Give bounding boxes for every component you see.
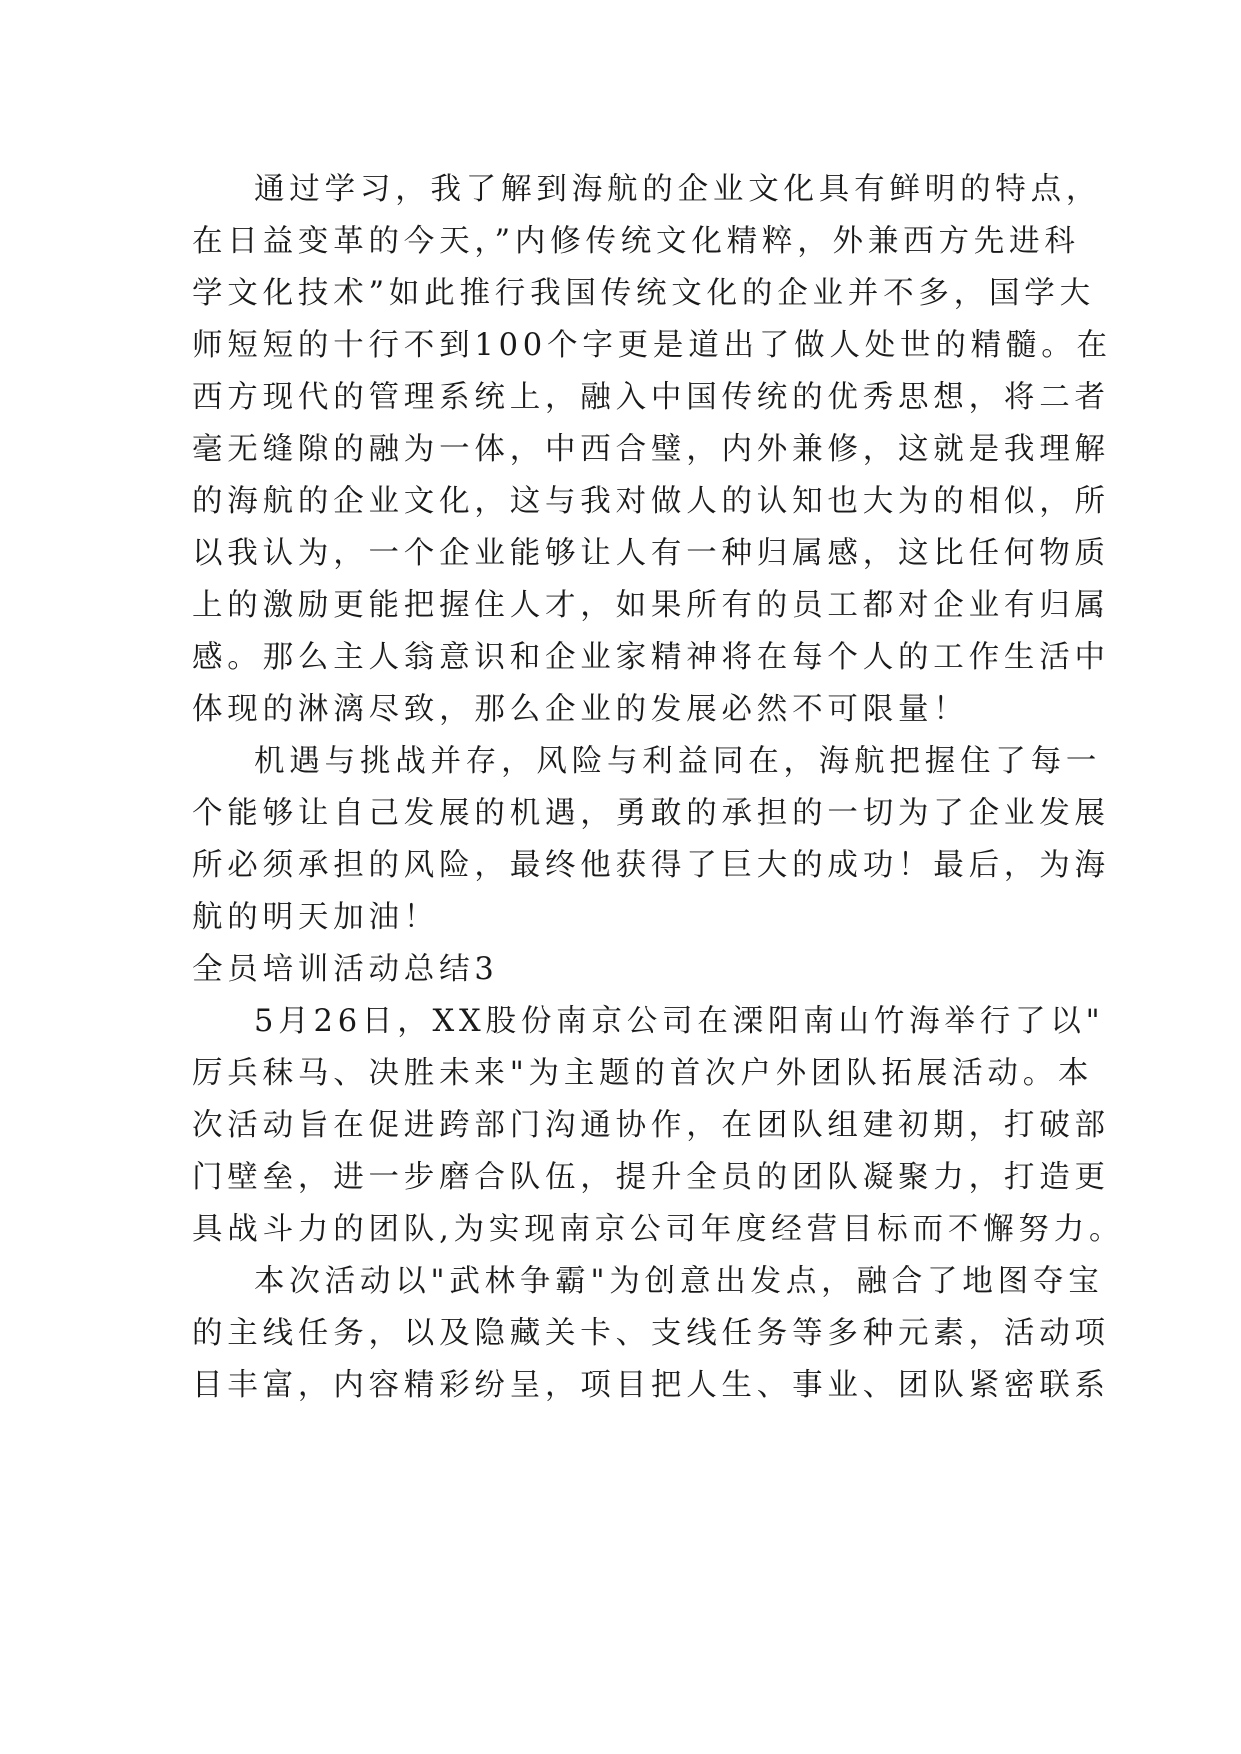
paragraph-3-line-4: 门壁垒，进一步磨合队伍，提升全员的团队凝聚力，打造更 <box>192 1160 1110 1195</box>
paragraph-1-line-10: 感。那么主人翁意识和企业家精神将在每个人的工作生活中 <box>192 640 1110 675</box>
paragraph-3-line-5: 具战斗力的团队,为实现南京公司年度经营目标而不懈努力。 <box>192 1212 1125 1247</box>
paragraph-2-line-4: 航的明天加油！ <box>192 900 440 935</box>
paragraph-1-line-1: 通过学习，我了解到海航的企业文化具有鲜明的特点， <box>254 172 1102 207</box>
paragraph-1-line-2: 在日益变革的今天，”内修传统文化精粹，外兼西方先进科 <box>192 224 1080 259</box>
section-heading: 全员培训活动总结3 <box>192 952 499 987</box>
paragraph-1-line-6: 毫无缝隙的融为一体，中西合璧，内外兼修，这就是我理解 <box>192 432 1110 467</box>
paragraph-3-line-3: 次活动旨在促进跨部门沟通协作，在团队组建初期，打破部 <box>192 1108 1110 1143</box>
paragraph-1-line-11: 体现的淋漓尽致，那么企业的发展必然不可限量！ <box>192 692 969 727</box>
paragraph-1-line-9: 上的激励更能把握住人才，如果所有的员工都对企业有归属 <box>192 588 1110 623</box>
paragraph-4-line-3: 目丰富，内容精彩纷呈，项目把人生、事业、团队紧密联系 <box>192 1368 1110 1403</box>
paragraph-3-line-2: 厉兵秣马、决胜未来"为主题的首次户外团队拓展活动。本 <box>192 1056 1094 1091</box>
paragraph-1-line-7: 的海航的企业文化，这与我对做人的认知也大为的相似，所 <box>192 484 1110 519</box>
paragraph-2-line-3: 所必须承担的风险，最终他获得了巨大的成功！最后，为海 <box>192 848 1110 883</box>
paragraph-4-line-1: 本次活动以"武林争霸"为创意出发点，融合了地图夺宝 <box>254 1264 1104 1299</box>
paragraph-1-line-8: 以我认为，一个企业能够让人有一种归属感，这比任何物质 <box>192 536 1110 571</box>
paragraph-2-line-2: 个能够让自己发展的机遇，勇敢的承担的一切为了企业发展 <box>192 796 1110 831</box>
paragraph-1-line-4: 师短短的十行不到100个字更是道出了做人处世的精髓。在 <box>192 328 1112 363</box>
paragraph-3-line-1: 5月26日，XX股份南京公司在溧阳南山竹海举行了以" <box>254 1004 1105 1039</box>
paragraph-1-line-3: 学文化技术”如此推行我国传统文化的企业并不多，国学大 <box>192 276 1095 311</box>
paragraph-2-line-1: 机遇与挑战并存，风险与利益同在，海航把握住了每一 <box>254 744 1102 779</box>
paragraph-1-line-5: 西方现代的管理系统上，融入中国传统的优秀思想，将二者 <box>192 380 1110 415</box>
paragraph-4-line-2: 的主线任务，以及隐藏关卡、支线任务等多种元素，活动项 <box>192 1316 1110 1351</box>
